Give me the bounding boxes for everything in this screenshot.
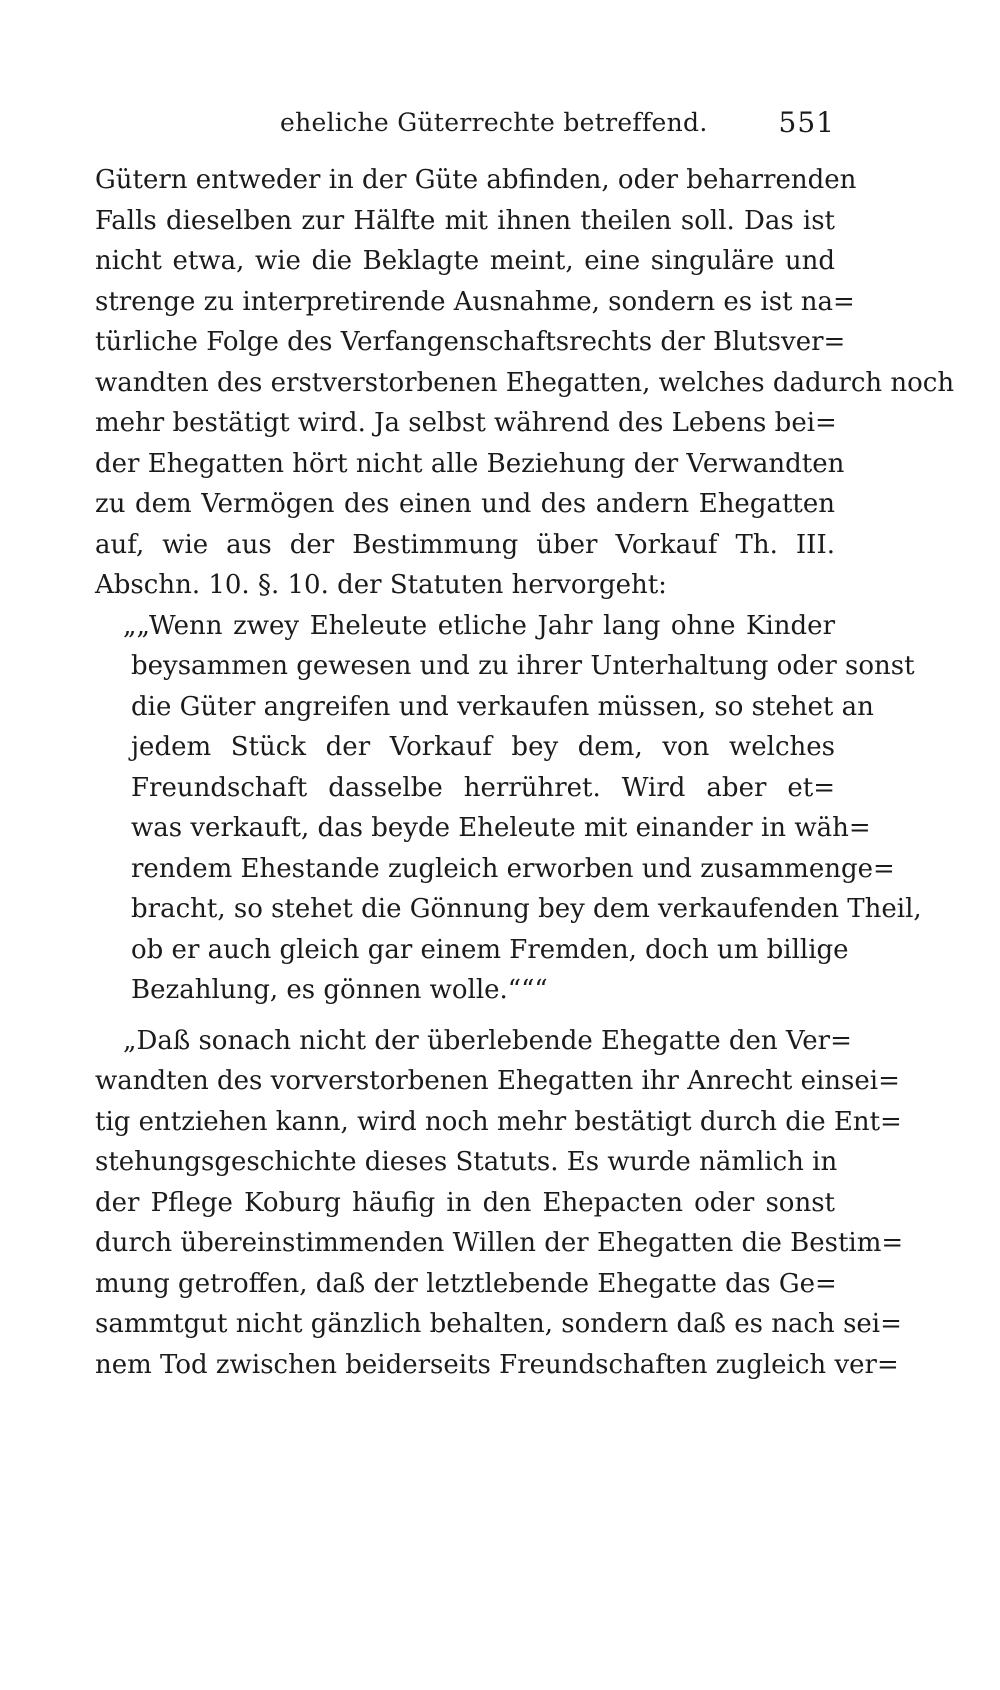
quote-line: jedem Stück der Vorkauf bey dem, von welches [131, 732, 835, 762]
running-head: eheliche Güterrechte betreffend. [280, 108, 708, 137]
quote-line: ob er auch gleich gar einem Fremden, doch um billige [131, 934, 849, 965]
text-line: sammtgut nicht gänzlich behalten, sondern daß es nach sei= [95, 1309, 902, 1339]
quote-line: Freundschaft dasselbe herrühret. Wird aber et= [131, 772, 835, 803]
text-line: wandten des erstverstorbenen Ehegatten, welches dadurch noch [95, 367, 955, 398]
text-line: zu dem Vermögen des einen und des andern Ehegatten [95, 489, 835, 519]
body-text [95, 160, 955, 1385]
text-line: stehungsgeschichte dieses Statuts. Es wurde nämlich in [95, 1147, 838, 1177]
quote-line: rendem Ehestande zugleich erworben und zusammenge= [131, 853, 895, 884]
page-header [95, 108, 835, 148]
text-line: mehr bestätigt wird. Ja selbst während des Lebens bei= [95, 408, 837, 438]
quote-line: beysammen gewesen und zu ihrer Unterhaltung oder sonst [131, 651, 915, 681]
quote-line: „„Wenn zwey Eheleute etliche Jahr lang ohne Kinder [123, 610, 835, 641]
quote-line: bracht, so stehet die Gönnung bey dem verkaufenden Theil, [131, 894, 922, 924]
paragraph-continuation [95, 160, 955, 606]
text-line: „Daß sonach nicht der überlebende Ehegatte den Ver= [123, 1025, 852, 1056]
statute-quote [95, 606, 922, 1011]
text-line: der Ehegatten hört nicht alle Beziehung der Verwandten [95, 448, 845, 479]
page-number: 551 [778, 106, 835, 139]
text-line: durch übereinstimmenden Willen der Ehegatten die Bestim= [95, 1228, 904, 1258]
text-line: Abschn. 10. §. 10. der Statuten hervorgeht: [95, 570, 667, 600]
paragraph [95, 1021, 904, 1386]
paragraph-gap [95, 1011, 835, 1021]
text-line: nicht etwa, wie die Beklagte meint, eine singuläre und [95, 246, 835, 276]
text-line: Falls dieselben zur Hälfte mit ihnen theilen soll. Das ist [95, 205, 835, 236]
text-line: tig entziehen kann, wird noch mehr bestätigt durch die Ent= [95, 1106, 902, 1137]
quote-line: Bezahlung, es gönnen wolle.“““ [131, 975, 548, 1005]
text-line: strenge zu interpretirende Ausnahme, sondern es ist na= [95, 286, 855, 317]
text-line: der Pflege Koburg häufig in den Ehepacten oder sonst [95, 1187, 835, 1218]
text-line: auf, wie aus der Bestimmung über Vorkauf Th. III. [95, 529, 835, 560]
text-line: mung getroffen, daß der letztlebende Ehegatte das Ge= [95, 1268, 837, 1299]
text-line: wandten des vorverstorbenen Ehegatten ihr Anrecht einsei= [95, 1066, 900, 1096]
text-line: nem Tod zwischen beiderseits Freundschaften zugleich ver= [95, 1349, 899, 1380]
text-line: türliche Folge des Verfangenschaftsrechts der Blutsver= [95, 327, 846, 357]
text-line: Gütern entweder in der Güte abfinden, oder beharrenden [95, 165, 857, 195]
quote-line: die Güter angreifen und verkaufen müssen, so stehet an [131, 691, 874, 722]
quote-line: was verkauft, das beyde Eheleute mit einander in wäh= [131, 813, 871, 843]
